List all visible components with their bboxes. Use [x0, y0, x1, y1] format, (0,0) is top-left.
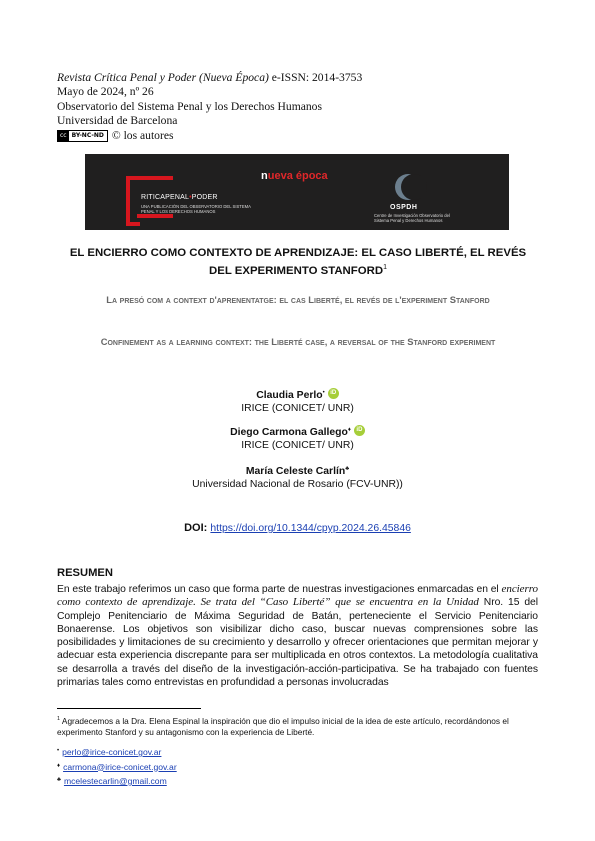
email-item — [57, 760, 177, 775]
logo-bar-top — [137, 176, 173, 180]
author-emails — [57, 745, 177, 789]
logo-wordmark-b: PODER — [191, 194, 218, 201]
nueva-epoca-b: ueva época — [267, 170, 328, 182]
footnote-mark: 1 — [57, 716, 61, 722]
email-link[interactable]: mcelestecarlin@gmail.com — [63, 776, 167, 786]
author-affiliation: IRICE (CONICET/ UNR) — [241, 403, 354, 414]
nueva-epoca-a: n — [261, 170, 268, 182]
email-mark: • — [57, 748, 60, 754]
ospdh-subtitle: Centre de Investigación Observatorio del Sistema Penal y Derechos Humanos — [374, 213, 450, 223]
logo-wordmark-sep: • — [189, 194, 192, 201]
logo-wordmark — [141, 194, 218, 201]
orcid-icon[interactable]: iD — [354, 425, 365, 436]
footnote-rule — [57, 708, 201, 709]
article-title-text: EL ENCIERRO COMO CONTEXTO DE APRENDIZAJE: EL CASO LIBERTÉ, EL REVÉS DEL EXPERIMENTO STANFORD — [69, 247, 527, 277]
email-mark: ♦ — [57, 762, 61, 769]
catalan-title: La presó com a context d'aprenentatge: el cas Liberté, el revés de l'experiment Stanford — [106, 294, 490, 305]
email-mark: ♣ — [57, 777, 61, 783]
logo-subtitle: UNA PUBLICACIÓN DEL OBSERVATORIO DEL SISTEMA PENAL Y LOS DERECHOS HUMANOS — [141, 204, 251, 214]
author-block — [0, 463, 595, 491]
resumen-italic: encierro como contexto de aprendizaje. Se trata del “Caso Liberté” que se encuentra en la Unidad — [57, 583, 538, 609]
author-mark: • — [322, 390, 325, 396]
doi-line — [0, 522, 595, 534]
author-name: Claudia Perlo — [256, 390, 323, 401]
author-mark: ♣ — [345, 466, 350, 472]
nueva-epoca-label — [261, 170, 328, 182]
author-block — [0, 387, 595, 415]
journal-masthead — [57, 71, 362, 143]
observatory-name: Observatorio del Sistema Penal y los Derechos Humanos — [57, 99, 322, 113]
issn: e-ISSN: 2014-3753 — [268, 71, 363, 84]
resumen-paragraph — [57, 583, 538, 689]
license-row — [57, 129, 362, 143]
cc-license-badge[interactable] — [57, 130, 108, 142]
author-affiliation: IRICE (CONICET/ UNR) — [241, 440, 354, 451]
copyright-authors: © los autores — [111, 128, 174, 142]
footnote-text: Agradecemos a la Dra. Elena Espinal la inspiración que dio el impulso inicial de la idea de este artículo, recordándonos el experimento Stanford y su antagonismo con la experiencia de Liberté. — [57, 715, 509, 737]
email-item — [57, 774, 177, 789]
ospdh-logo-cutout — [401, 174, 427, 200]
footnote-1 — [57, 714, 541, 738]
email-link[interactable]: perlo@irice-conicet.gov.ar — [62, 747, 162, 757]
email-link[interactable]: carmona@irice-conicet.gov.ar — [63, 761, 177, 772]
doi-label: DOI: — [184, 522, 208, 534]
journal-line — [57, 71, 362, 85]
author-name: Diego Carmona Gallego — [230, 427, 348, 438]
resumen-text-1: En este trabajo referimos un caso que forma parte de nuestras investigaciones enmarcadas en el — [57, 584, 502, 595]
author-affiliation: Universidad Nacional de Rosario (FCV-UNR)) — [192, 479, 403, 490]
email-item — [57, 745, 177, 760]
author-name: María Celeste Carlín — [245, 466, 346, 477]
logo-bar-bottom — [137, 214, 173, 218]
title-footnote-ref[interactable]: 1 — [383, 263, 387, 271]
author-mark: ♦ — [347, 427, 351, 433]
doi-link[interactable]: https://doi.org/10.1344/cpyp.2024.26.45846 — [210, 523, 411, 534]
resumen-heading: RESUMEN — [57, 567, 113, 579]
issue-date: Mayo de 2024, nº 26 — [57, 85, 154, 99]
journal-title: Revista Crítica Penal y Poder (Nueva Época) — [57, 71, 269, 84]
license-terms: BY-NC-ND — [69, 131, 107, 141]
logo-wordmark-a: RITICAPENAL — [141, 194, 190, 201]
orcid-icon[interactable]: iD — [328, 388, 339, 399]
english-title: Confinement as a learning context: the Liberté case, a reversal of the Stanford experiment — [100, 336, 496, 347]
journal-banner — [85, 154, 509, 230]
cc-icon: cc — [60, 131, 67, 139]
university-name: Universidad de Barcelona — [57, 114, 178, 128]
author-block — [0, 424, 595, 452]
ospdh-wordmark: OSPDH — [390, 204, 418, 211]
article-title — [66, 247, 530, 278]
resumen-text-2: Nro. 15 del Complejo Penitenciario de Máxima Seguridad de Batán, perteneciente el Servicio Penitenciario Bonaerense. Los objetivos son visibilizar dicho caso, buscar nuevas comprensiones sobre las posibilidades y limitaciones de su crecimiento y desarrollo y ofrecer orientaciones que permitan mejorar y adecuar esta experiencia discrepante para ser multiplicada en otros contextos. La metodología cualitativa se desarrolla a través del diseño de la investigación-acción-participativa. Se ha trabajado con fuentes primarias tales como entrevistas en profundidad a personas involucradas — [57, 597, 538, 689]
logo-c-icon — [126, 176, 140, 226]
